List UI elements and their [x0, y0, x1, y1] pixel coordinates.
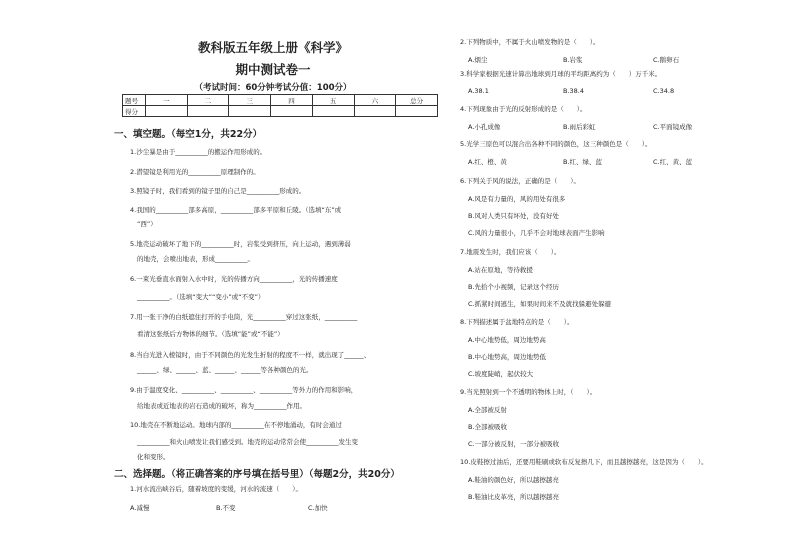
exam-title: 教科版五年级上册《科学》 — [197, 40, 348, 55]
question-text: 1.河水流出峡谷后，随着坡度的变缓，河水的流速（ ）。 — [130, 485, 302, 493]
fill-blank-line: 1.沙尘暴是由于__________的搬运作用形成的。 — [130, 148, 267, 156]
fill-blank-line: 看清这张纸后方物体的细节。（选填“能”或“不能”） — [137, 330, 284, 338]
score-cell: 总分 — [396, 95, 438, 106]
option-b[interactable]: B.雨后彩虹 — [563, 123, 596, 131]
fill-blank-line: ______、绿、______、蓝、______、______等各种颜色的光。 — [137, 366, 313, 374]
option-a[interactable]: A.鞋油的颜色好，所以越擦越亮 — [468, 476, 559, 484]
score-cell: 四 — [271, 95, 313, 106]
option-c[interactable]: C.平面镜成像 — [653, 123, 693, 131]
fill-blank-line: 化和变形。 — [137, 453, 170, 461]
option-c[interactable]: C.34.8 — [653, 87, 675, 95]
score-input-cell[interactable] — [312, 106, 354, 117]
option-b[interactable]: B.不变 — [216, 504, 236, 512]
score-cell: 五 — [312, 95, 354, 106]
fill-blank-line: 4.我国的__________部多高原，__________部多平原和丘陵。（选填“东”或 — [130, 206, 342, 214]
score-input-cell[interactable] — [229, 106, 271, 117]
fill-blank-line: 6.一束光垂直水面射入水中时，光的传播方向__________，光的传播速度 — [130, 275, 338, 283]
option-b[interactable]: B.鞋油比皮革亮，所以越擦越亮 — [468, 493, 560, 501]
question-text: 3.科学家根据光速计算出地球到月球的平均距离约为（ ）万千米。 — [460, 70, 662, 78]
fill-blank-line: 2.潜望镜是利用光的__________原理制作的。 — [130, 168, 260, 176]
option-c[interactable]: C.一部分被反射，一部分被吸收 — [468, 440, 560, 448]
option-a[interactable]: A.减慢 — [130, 504, 150, 512]
option-a[interactable]: A.风是有力量的，风的用处有很多 — [468, 195, 566, 203]
option-a[interactable]: A.中心地势低，周边地势高 — [468, 336, 546, 344]
question-text: 6.下列关于风的说法，正确的是（ ）。 — [460, 177, 580, 185]
question-text: 10.皮鞋擦过油后，还要用鞋刷或软布反复擦几下，而且越擦越亮，这是因为（ ）。 — [460, 458, 708, 466]
option-a[interactable]: A.全部被反射 — [468, 406, 507, 414]
option-c[interactable]: C.抓紧时间逃生，如果时间来不及就找躲避处躲避 — [468, 300, 612, 308]
option-a[interactable]: A.烟尘 — [468, 56, 488, 64]
fill-blank-line: 3.照镜子时，我们看到的镜子里的自己是__________形成的。 — [130, 187, 306, 195]
option-a[interactable]: A.红、橙、黄 — [468, 158, 507, 166]
score-cell: 得分 — [123, 106, 146, 117]
option-a[interactable]: A.38.1 — [468, 87, 489, 95]
score-input-cell[interactable] — [187, 106, 229, 117]
fill-blank-line: 8.当白光进入棱镜时，由于不同颜色的光发生折射的程度不一样，就出现了______、 — [130, 351, 371, 359]
fill-blank-line: 10.地壳在不断地运动。地球内部的__________在不停地涌动，有时会通过 — [130, 421, 342, 429]
score-cell: 三 — [229, 95, 271, 106]
score-cell: 二 — [187, 95, 229, 106]
option-a[interactable]: A.站在原地，等待救援 — [468, 266, 533, 274]
question-text: 5.光学三原色可以混合出各种不同的颜色，这三种颜色是（ ）。 — [460, 140, 652, 148]
option-b[interactable]: B.全部被吸收 — [468, 423, 508, 431]
option-b[interactable]: B.38.4 — [563, 87, 584, 95]
score-cell: 题号 — [123, 95, 146, 106]
option-a[interactable]: A.小孔成像 — [468, 123, 501, 131]
score-input-cell[interactable] — [271, 106, 313, 117]
option-b[interactable]: B.风对人类只有坏处，没有好处 — [468, 212, 560, 220]
option-c[interactable]: C.风的力量很小，几乎不会对地球表面产生影响 — [468, 229, 605, 237]
score-table-score-row — [123, 106, 438, 117]
score-input-cell[interactable] — [396, 106, 438, 117]
question-text: 2.下列物质中，不属于火山喷发物的是（ ）。 — [460, 38, 600, 46]
fill-blank-line: __________。（选填“变大”“变小”或“不变”） — [137, 293, 265, 301]
option-c[interactable]: C.加快 — [308, 504, 328, 512]
question-text: 4.下列现象由于光的反射形成的是（ ）。 — [460, 105, 587, 113]
fill-blank-line: 9.由于温度变化、__________、__________、__________等外力的作用和影响， — [130, 386, 358, 394]
section-1-heading: 一、填空题。（每空1分，共22分） — [114, 129, 263, 140]
fill-blank-line: 7.用一张干净的白纸遮住打开的手电筒，光__________穿过这张纸，__________ — [130, 313, 358, 321]
option-b[interactable]: B.红、绿、蓝 — [563, 158, 603, 166]
option-c[interactable]: C.红、黄、蓝 — [653, 158, 693, 166]
fill-blank-line: 的地壳，会喷出地表，形成__________。 — [137, 255, 254, 263]
question-text: 9.当光照射到一个不透明的物体上时，（ ）。 — [460, 388, 597, 396]
fill-blank-line: 5.地壳运动破坏了地下的__________时，岩浆受到挤压，向上运动，遇到薄弱 — [130, 240, 351, 248]
option-b[interactable]: B.先拾个小视频，记录这个经历 — [468, 283, 560, 291]
option-c[interactable]: C.鹅卵石 — [653, 56, 680, 64]
fill-blank-line: 给地表或近地表的岩石造成的破坏，称为__________作用。 — [137, 402, 306, 410]
exam-info: （考试时间：60分钟考试分值：100分） — [194, 83, 352, 93]
score-cell: 六 — [354, 95, 396, 106]
option-b[interactable]: B.中心地势高，周边地势低 — [468, 353, 547, 361]
fill-blank-line: “西”） — [137, 220, 157, 228]
question-text: 7.地震发生时，我们应该（ ）。 — [460, 248, 561, 256]
score-table-header-row — [123, 95, 438, 106]
section-2-heading: 二、选择题。（将正确答案的序号填在括号里）（每题2分，共20分） — [114, 469, 400, 480]
option-b[interactable]: B.岩浆 — [563, 56, 583, 64]
fill-blank-line: __________和火山喷发让我们感受到。地壳的运动常常会使__________发生变 — [137, 438, 358, 446]
exam-subtitle: 期中测试卷一 — [235, 62, 311, 77]
option-c[interactable]: C.坡度陡峭，起伏较大 — [468, 370, 534, 378]
score-input-cell[interactable] — [354, 106, 396, 117]
score-table — [122, 94, 438, 117]
score-input-cell[interactable] — [146, 106, 188, 117]
question-text: 8.下列描述属于盆地特点的是（ ）。 — [460, 318, 574, 326]
score-cell: 一 — [146, 95, 188, 106]
